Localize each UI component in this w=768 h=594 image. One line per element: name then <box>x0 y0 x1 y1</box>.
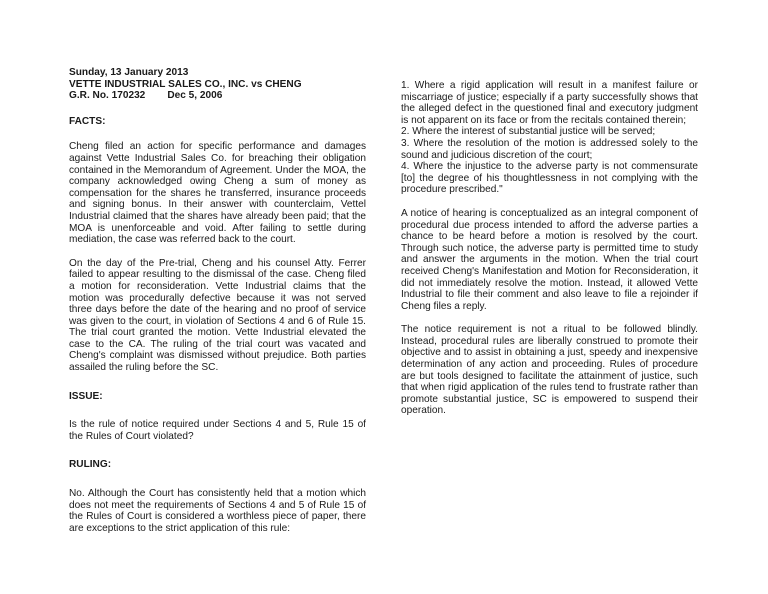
exception-item: 3. Where the resolution of the motion is addressed solely to the sound and judicious discretion of the court; <box>401 137 698 161</box>
facts-paragraph-1: Cheng filed an action for specific performance and damages against Vette Industrial Sales Co. for breaching their obligation contained in the Memorandum of Agreement. Under the MOA, the company acknowledged owing Cheng a sum of money as compensation for the shares he transferred, insurance proceeds and signing bonus. In their answer with counterclaim, Vettel Industrial claimed that the shares have already been paid; that the MOA is unenforceable and void. After failing to settle during mediation, the case was referred back to the court. <box>69 141 366 246</box>
header-date: Sunday, 13 January 2013 <box>69 67 189 78</box>
exception-item: 2. Where the interest of substantial justice will be served; <box>401 126 656 138</box>
decision-date: Dec 5, 2006 <box>167 90 223 102</box>
case-header <box>69 67 366 102</box>
left-column <box>69 67 366 534</box>
exception-item: 4. Where the injustice to the adverse party is not commensurate [to] the degree of his thoughtlessness in not complying with the procedure prescribed." <box>401 161 698 196</box>
exceptions-list <box>401 80 698 196</box>
facts-paragraph-2: On the day of the Pre-trial, Cheng and his counsel Atty. Ferrer failed to appear resulting to the dismissal of the case. Cheng filed a motion for reconsideration. Vette Industrial claims that the motion was procedurally defective because it was not served three days before the date of the hearing and no proof of service was given to the court, in violation of Sections 4 and 6 of Rule 15. The trial court granted the motion. Vette Industrial elevated the case to the CA. The ruling of the trial court was vacated and Cheng's complaint was dismissed without prejudice. Both parties assailed the ruling before the SC. <box>69 257 366 374</box>
ruling-text: No. Although the Court has consistently held that a motion which does not meet the requirements of Sections 4 and 5 of Rule 15 of the Rules of Court is considered a worthless piece of paper, there are exceptions to the strict application of this rule: <box>69 488 366 534</box>
issue-heading: ISSUE: <box>69 390 103 402</box>
exception-item: 1. Where a rigid application will result in a manifest failure or miscarriage of justice; especially if a party successfully shows that the alleged defect in the questioned final and executory judgment is not apparent on its face or from the recitals contained therein; <box>401 80 698 126</box>
ruling-heading: RULING: <box>69 459 112 471</box>
gr-number: G.R. No. 170232 <box>69 90 146 102</box>
case-title: VETTE INDUSTRIAL SALES CO., INC. vs CHENG <box>69 78 302 90</box>
notice-hearing-paragraph: A notice of hearing is conceptualized as an integral component of procedural due process intended to afford the adverse parties a chance to be heard before a motion is resolved by the court. Through such notice, the adverse party is permitted time to study and answer the arguments in the motion. When the trial court received Cheng's Manifestation and Motion for Reconsideration, it did not immediately resolve the motion. Instead, it allowed Vette Industrial to file their comment and also leave to file a rejoinder if Cheng files a reply. <box>401 207 698 312</box>
right-column <box>401 80 698 417</box>
notice-requirement-paragraph: The notice requirement is not a ritual to be followed blindly. Instead, procedural rules are liberally construed to promote their objective and to assist in obtaining a just, speedy and inexpensive determination of any action and proceeding. Rules of procedure are but tools designed to facilitate the attainment of justice, such that when rigid application of the rules tend to frustrate rather than promote substantial justice, SC is empowered to suspend their operation. <box>401 324 698 417</box>
issue-text: Is the rule of notice required under Sections 4 and 5, Rule 15 of the Rules of Court violated? <box>69 419 366 442</box>
case-reference <box>69 90 366 102</box>
facts-heading: FACTS: <box>69 115 106 127</box>
